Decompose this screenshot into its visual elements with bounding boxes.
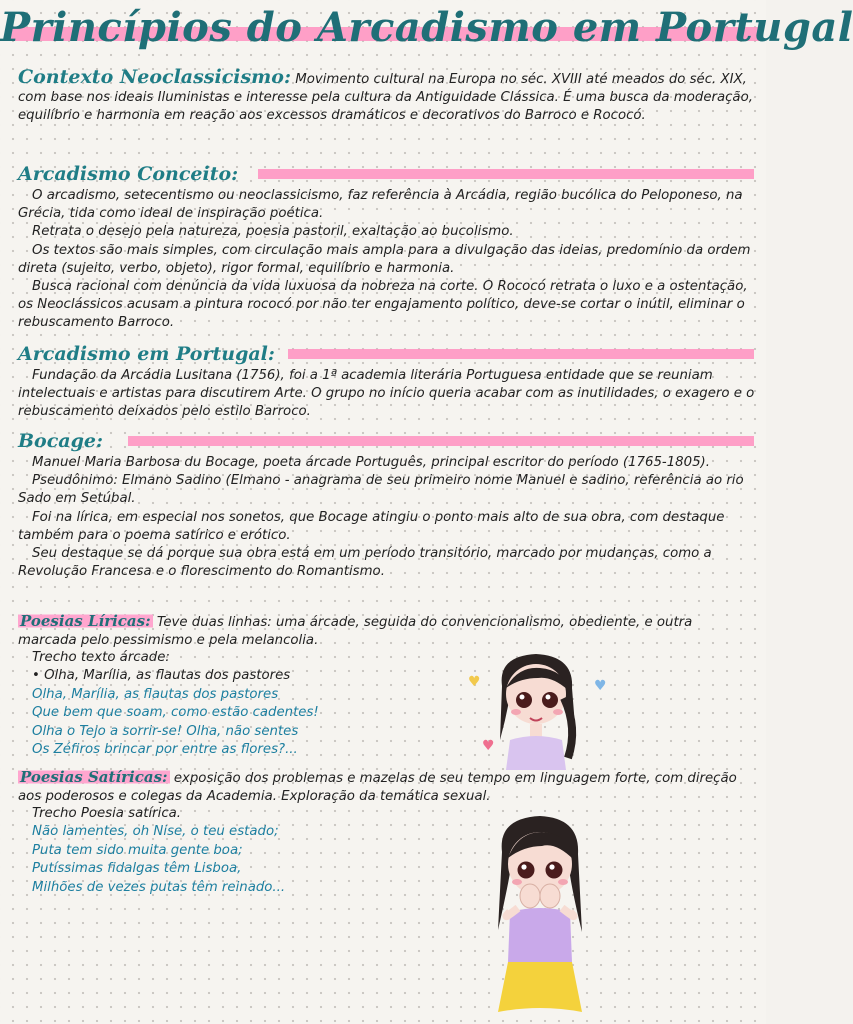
satiricas-text: exposição dos problemas e mazelas de seu tempo em linguagem forte, com direção aos poderosos e colegas da Academia. Exploração da temática sexual.	[18, 771, 737, 805]
section-bocage	[18, 430, 758, 581]
heart-icon: ♥	[482, 738, 495, 754]
poem-line: • Olha, Marília, as flautas dos pastores	[32, 667, 758, 686]
poem-line: Os Zéfiros brincar por entre as flores?...	[32, 742, 298, 758]
heading-row-bocage	[18, 430, 758, 454]
paragraph: Seu destaque se dá porque sua obra está em um período transitório, marcado por mudanças, como a Revolução Francesa e o florescimento do Romantismo.	[18, 546, 712, 580]
poem-line: Olha o Tejo a sorrir-se! Olha, não sentes	[32, 723, 299, 739]
title-area	[0, 0, 853, 72]
heart-icon: ♥	[594, 678, 607, 694]
heading-highlight	[258, 169, 754, 179]
heading-bocage: Bocage:	[18, 430, 103, 452]
contexto-body	[18, 68, 758, 126]
portugal-text: Fundação da Arcádia Lusitana (1756), foi a 1ª academia literária Portuguesa entidade que se reuniam intelectuais e artistas para discutirem Arte. O grupo no início queria acabar com as inutilidades, o exagero e o rebuscamento deixados pelo estilo Barroco.	[18, 368, 755, 420]
label-liricas: Poesias Líricas:	[20, 612, 151, 630]
section-satiricas	[18, 768, 758, 897]
portugal-body	[18, 367, 758, 422]
paragraph: O arcadismo, setecentismo ou neoclassicismo, faz referência à Arcádia, região bucólica do Peloponeso, na Grécia, tida como ideal de inspiração poética.	[18, 188, 743, 222]
paragraph: Pseudônimo: Elmano Sadino (Elmano - anagrama de seu primeiro nome Manuel e sadino, referência ao rio Sado em Setúbal.	[18, 473, 744, 507]
poem-line: Não lamentes, oh Nise, o teu estado;	[32, 824, 279, 840]
girl-illustration-icon	[490, 812, 588, 1018]
poem-satirica	[32, 823, 758, 897]
section-liricas	[18, 612, 758, 760]
heading-row-portugal	[18, 343, 758, 367]
paragraph: Manuel Maria Barbosa du Bocage, poeta árcade Português, principal escritor do período (1765-1805).	[32, 455, 710, 470]
heading-highlight	[128, 436, 754, 446]
paragraph: Os textos são mais simples, com circulação mais ampla para a divulgação das ideias, predomínio da ordem direta (sujeito, verbo, objeto), rigor formal, equilíbrio e harmonia.	[18, 242, 751, 276]
section-conceito	[18, 163, 758, 333]
liricas-text: Teve duas linhas: uma árcade, seguida do convencionalismo, obediente, e outra marcada pelo pessimismo e pela melancolia.	[18, 615, 693, 649]
heading-conceito: Arcadismo Conceito:	[18, 163, 239, 185]
bocage-body	[18, 454, 758, 581]
contexto-text: Movimento cultural na Europa no séc. XVIII até meados do séc. XIX, com base nos ideais Iluministas e interesse pela cultura da Antiguidade Clássica. É uma busca da moderação, equilíbrio e harmonia em reação aos excessos dramáticos e decorativos do Barroco e Rococó.	[18, 72, 753, 124]
excerpt-label-satirica: Trecho Poesia satírica.	[32, 806, 181, 822]
heading-portugal: Arcadismo em Portugal:	[18, 343, 275, 365]
excerpt-label-arcade: Trecho texto árcade:	[32, 650, 170, 666]
satiricas-body	[18, 768, 740, 806]
poem-arcade	[32, 667, 758, 760]
label-satiricas: Poesias Satíricas:	[20, 768, 168, 786]
section-contexto	[18, 68, 758, 126]
paragraph: Busca racional com denúncia da vida luxuosa da nobreza na corte. O Rococó retrata o luxo e a ostentação, os Neoclássicos acusam a pintura rococó por não ter engajamento político, deve-se cortar o inútil, eliminar o rebuscamento Barroco.	[18, 279, 748, 331]
paragraph: Retrata o desejo pela natureza, poesia pastoril, exaltação ao bucolismo.	[32, 224, 514, 240]
poem-line: Puta tem sido muita gente boa;	[32, 842, 243, 858]
section-portugal	[18, 343, 758, 422]
page-title: Princípios do Arcadismo em Portugal	[0, 4, 853, 51]
poem-line: Que bem que soam, como estão cadentes!	[32, 705, 319, 721]
heart-icon: ♥	[468, 674, 481, 690]
liricas-body	[18, 612, 738, 650]
girl-illustration-icon	[488, 648, 584, 770]
poem-line: Milhões de vezes putas têm reinado...	[32, 879, 286, 895]
paragraph: Foi na lírica, em especial nos sonetos, que Bocage atingiu o ponto mais alto de sua obra, com destaque também para o poema satírico e erótico.	[18, 509, 725, 543]
heading-contexto: Contexto Neoclassicismo:	[18, 66, 291, 88]
poem-line: Olha, Marília, as flautas dos pastores	[32, 686, 279, 702]
poem-line: Putíssimas fidalgas têm Lisboa,	[32, 861, 242, 877]
heading-row-conceito	[18, 163, 758, 187]
heading-highlight	[288, 349, 754, 359]
conceito-body	[18, 187, 758, 333]
